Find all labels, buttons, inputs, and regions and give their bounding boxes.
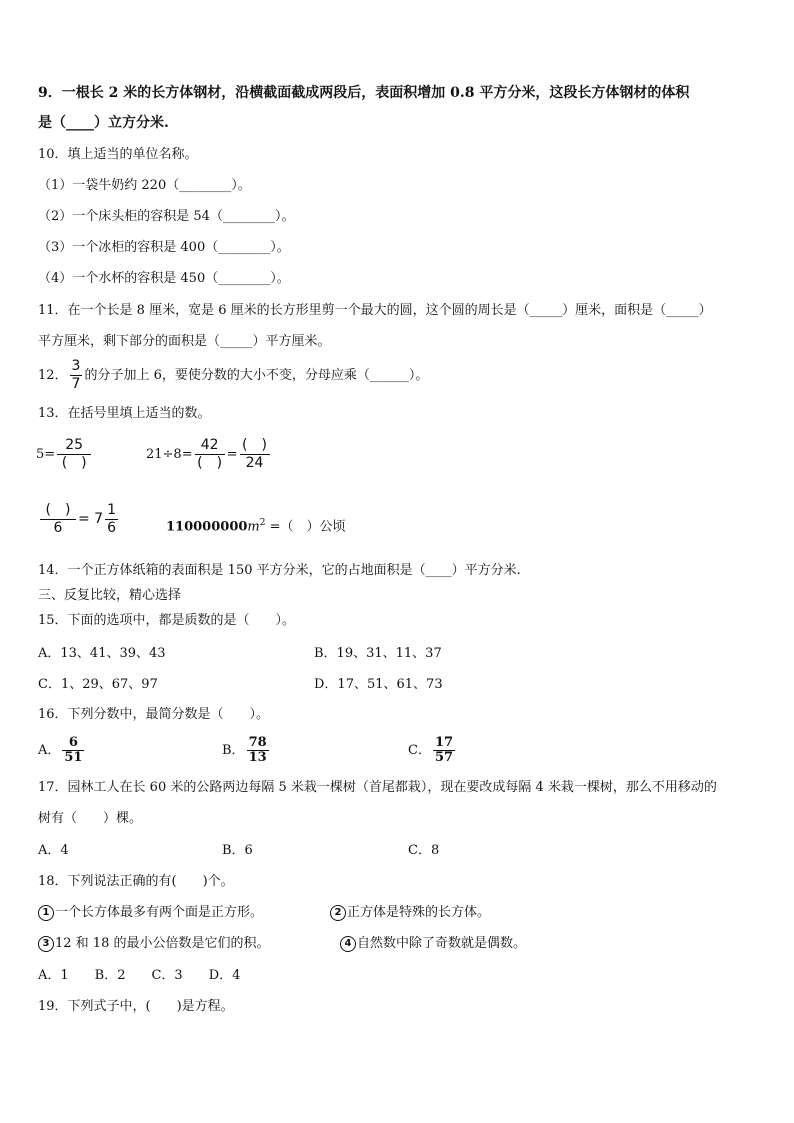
fraction-numerator: 3: [71, 358, 81, 374]
question-15-option-c[interactable]: C．1、29、67、97: [38, 677, 158, 692]
question-12: [38, 358, 428, 393]
fraction-numerator: ( ): [45, 502, 71, 518]
fraction-denominator: 51: [64, 750, 83, 765]
question-13-expression-2: [146, 437, 272, 472]
question-10-item-2: （2）一个床头柜的容积是 54（________）。: [38, 209, 295, 224]
option-fraction: [62, 736, 84, 765]
question-16-option-b[interactable]: [222, 736, 271, 765]
section-3-heading: 三、反复比较，精心选择: [38, 588, 182, 603]
statement-text: 正方体是特殊的长方体。: [347, 905, 491, 920]
question-18-statement-1: [38, 904, 263, 922]
expression-equals: =: [226, 447, 238, 462]
expression-equals-whole: = 7: [78, 511, 104, 527]
question-11-line-1: 11．在一个长是 8 厘米，宽是 6 厘米的长方形里剪一个最大的圆，这个圆的周长是（_____）厘米，面积是（_____）: [38, 303, 712, 318]
fraction-denominator: ( ): [57, 454, 91, 472]
expression-fraction-2: [240, 437, 270, 472]
fraction-numerator: 17: [434, 735, 454, 750]
question-9-line-1: 9．一根长 2 米的长方体钢材，沿横截面截成两段后，表面积增加 0.8 平方分米，这段长方体钢材的体积: [38, 85, 690, 101]
option-label: A．: [38, 743, 61, 758]
question-14: 14．一个正方体纸箱的表面积是 150 平方分米，它的占地面积是（____）平方分米.: [38, 563, 521, 578]
expression-fraction: [57, 437, 91, 472]
fraction-numerator: 42: [200, 437, 219, 453]
expression-rest: =（ ）公顷: [265, 519, 346, 535]
question-17-option-a[interactable]: A．4: [38, 843, 69, 858]
question-12-prefix: 12．: [38, 368, 68, 383]
question-15-stem: 15．下面的选项中，都是质数的是（ ）。: [38, 613, 296, 628]
question-17-line-1: 17．园林工人在长 60 米的公路两边每隔 5 米栽一棵树（首尾都栽），现在要改成每隔 4 米栽一棵树，那么不用移动的: [38, 780, 717, 795]
expression-fraction-1: [195, 437, 225, 472]
fraction-denominator: 6: [107, 520, 117, 536]
circled-number-3: 3: [38, 936, 54, 952]
fraction-numerator: 6: [68, 735, 78, 750]
question-13-stem: 13．在括号里填上适当的数。: [38, 406, 211, 421]
option-fraction: [247, 736, 269, 765]
fraction-numerator: 78: [248, 735, 267, 750]
question-10-item-3: （3）一个冰柜的容积是 400（________）。: [38, 240, 290, 255]
question-15-option-b[interactable]: B．19、31、11、37: [314, 646, 442, 661]
option-fraction: [433, 736, 455, 765]
expression-unit-exponent: 2: [259, 518, 266, 528]
question-16-stem: 16．下列分数中，最简分数是（ ）。: [38, 707, 270, 722]
question-18-stem: 18．下列说法正确的有( )个。: [38, 874, 234, 889]
option-label: B．: [222, 743, 245, 758]
question-18-statement-3: [38, 935, 269, 953]
expression-left: 21÷8=: [146, 447, 193, 462]
fraction-denominator: ( ): [195, 454, 225, 472]
expression-value: 110000000: [166, 519, 248, 535]
fraction-numerator: ( ): [242, 437, 267, 453]
question-17-option-b[interactable]: B．6: [222, 843, 253, 858]
expression-left: 5=: [36, 447, 56, 462]
question-15-option-d[interactable]: D．17、51、61、73: [314, 677, 443, 692]
question-18-statement-2: [330, 904, 490, 922]
question-16-option-c[interactable]: [408, 736, 457, 765]
fraction-denominator: 7: [71, 376, 81, 392]
question-15-option-a[interactable]: A．13、41、39、43: [38, 646, 166, 661]
fraction-denominator: 6: [40, 519, 76, 537]
question-9-line-2: 是（____）立方分米.: [38, 115, 169, 131]
question-10-item-4: （4）一个水杯的容积是 450（________）。: [38, 271, 290, 286]
question-16-option-a[interactable]: [38, 736, 86, 765]
statement-text: 自然数中除了奇数就是偶数。: [357, 936, 527, 951]
question-10-stem: 10．填上适当的单位名称。: [38, 147, 198, 162]
question-17-option-c[interactable]: C．8: [408, 843, 440, 858]
statement-text: 12 和 18 的最小公倍数是它们的积。: [55, 936, 270, 951]
question-12-suffix: 的分子加上 6，要使分数的大小不变，分母应乘（______）。: [84, 368, 429, 383]
option-label: C．: [408, 743, 431, 758]
circled-number-2: 2: [330, 905, 346, 921]
question-12-fraction: [70, 358, 83, 393]
question-11-line-2: 平方厘米，剩下部分的面积是（_____）平方厘米。: [38, 334, 331, 349]
fraction-denominator: 57: [434, 750, 454, 765]
fraction-numerator: 25: [65, 437, 84, 453]
question-18-statement-4: [340, 935, 526, 953]
question-19-stem: 19．下列式子中，( )是方程。: [38, 999, 234, 1014]
expression-fraction: [40, 502, 76, 537]
question-13-expression-3: [38, 502, 120, 537]
question-10-item-1: （1）一袋牛奶约 220（________）。: [38, 178, 251, 193]
fraction-denominator: 13: [248, 750, 267, 765]
statement-text: 一个长方体最多有两个面是正方形。: [55, 905, 264, 920]
question-13-expression-4: [166, 514, 346, 536]
question-17-line-2: 树有（ ）棵。: [38, 811, 143, 826]
circled-number-4: 4: [340, 936, 356, 952]
expression-mixed-fraction: [105, 502, 118, 537]
expression-unit: m: [247, 519, 260, 535]
question-18-options[interactable]: A．1 B．2 C．3 D．4: [38, 968, 241, 983]
fraction-denominator: 24: [240, 454, 270, 472]
fraction-numerator: 1: [107, 502, 117, 518]
circled-number-1: 1: [38, 905, 54, 921]
question-13-expression-1: [36, 437, 93, 472]
